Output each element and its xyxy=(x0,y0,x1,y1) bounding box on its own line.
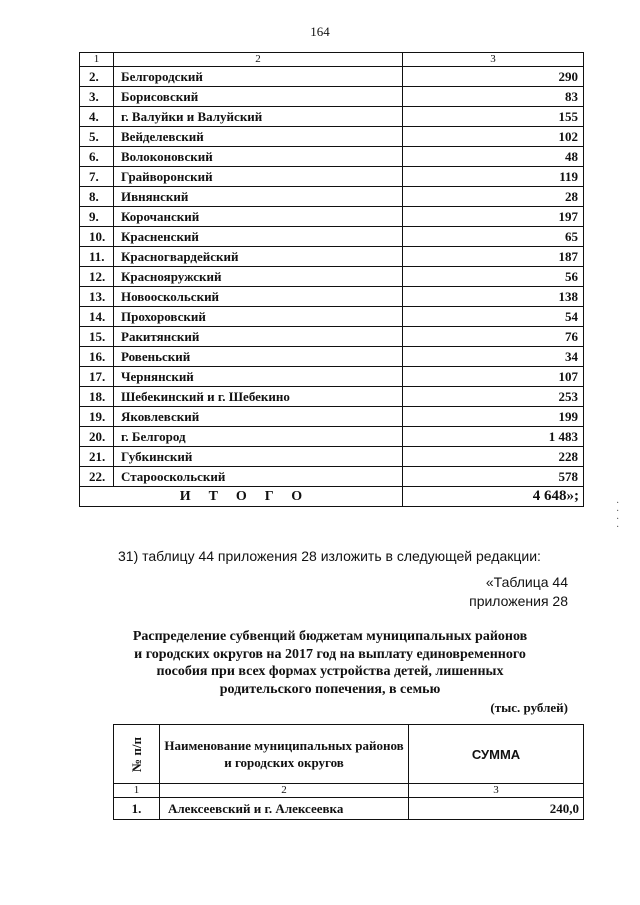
row-number: 20. xyxy=(80,427,114,447)
municipality-name: Губкинский xyxy=(114,447,403,467)
municipality-name: Красненский xyxy=(114,227,403,247)
row-number: 8. xyxy=(80,187,114,207)
row-number: 15. xyxy=(80,327,114,347)
header-sum: СУММА xyxy=(409,725,584,784)
amount-value: 290 xyxy=(403,67,584,87)
amount-value: 48 xyxy=(403,147,584,167)
total-value: 4 648»; xyxy=(403,487,584,507)
column-number: 2 xyxy=(160,784,409,798)
amount-value: 56 xyxy=(403,267,584,287)
row-number: 22. xyxy=(80,467,114,487)
table-row xyxy=(80,207,584,227)
municipality-name: Вейделевский xyxy=(114,127,403,147)
table-row xyxy=(80,87,584,107)
table-row xyxy=(114,798,584,820)
column-number-row xyxy=(80,53,584,67)
municipality-name: Алексеевский и г. Алексеевка xyxy=(160,798,409,820)
row-number: 12. xyxy=(80,267,114,287)
column-number: 1 xyxy=(80,53,114,67)
row-number: 14. xyxy=(80,307,114,327)
row-number: 10. xyxy=(80,227,114,247)
amount-value: 119 xyxy=(403,167,584,187)
municipality-name: Красногвардейский xyxy=(114,247,403,267)
municipality-name: Борисовский xyxy=(114,87,403,107)
total-row xyxy=(80,487,584,507)
table-row xyxy=(80,427,584,447)
municipality-name: Чернянский xyxy=(114,367,403,387)
amount-value: 138 xyxy=(403,287,584,307)
table-caption-number: «Таблица 44 xyxy=(485,574,568,590)
row-number: 17. xyxy=(80,367,114,387)
amount-value: 240,0 xyxy=(409,798,584,820)
table-row xyxy=(80,447,584,467)
amount-value: 107 xyxy=(403,367,584,387)
municipality-name: Краснояружский xyxy=(114,267,403,287)
table-caption-appendix: приложения 28 xyxy=(469,593,568,609)
allocation-table-new xyxy=(113,724,584,820)
column-number: 1 xyxy=(114,784,160,798)
municipality-name: Ракитянский xyxy=(114,327,403,347)
amount-value: 28 xyxy=(403,187,584,207)
scan-edge-marks: · · · · xyxy=(616,498,620,533)
amount-value: 197 xyxy=(403,207,584,227)
table-row xyxy=(80,327,584,347)
column-number: 3 xyxy=(403,53,584,67)
allocation-table-continued xyxy=(79,52,584,507)
row-number: 1. xyxy=(114,798,160,820)
table-heading xyxy=(100,628,560,698)
heading-line: и городских округов на 2017 год на выплату единовременного xyxy=(134,646,526,662)
amount-value: 102 xyxy=(403,127,584,147)
municipality-name: Волоконовский xyxy=(114,147,403,167)
amount-value: 83 xyxy=(403,87,584,107)
table-row xyxy=(80,187,584,207)
municipality-name: Яковлевский xyxy=(114,407,403,427)
units-label: (тыс. рублей) xyxy=(490,700,568,715)
table-row xyxy=(80,467,584,487)
amount-value: 228 xyxy=(403,447,584,467)
table-row xyxy=(80,367,584,387)
table-row xyxy=(80,127,584,147)
municipality-name: г. Валуйки и Валуйский xyxy=(114,107,403,127)
table-row xyxy=(80,147,584,167)
amount-value: 187 xyxy=(403,247,584,267)
municipality-name: Корочанский xyxy=(114,207,403,227)
column-number-row xyxy=(114,784,584,798)
heading-line: пособия при всех формах устройства детей, лишенных xyxy=(156,664,504,679)
table-row xyxy=(80,67,584,87)
amendment-paragraph: 31) таблицу 44 приложения 28 изложить в следующей редакции: xyxy=(118,548,541,564)
amount-value: 1 483 xyxy=(403,427,584,447)
table-row xyxy=(80,227,584,247)
municipality-name: Ровеньский xyxy=(114,347,403,367)
row-number: 2. xyxy=(80,67,114,87)
table-row xyxy=(80,167,584,187)
total-label: ИТОГО xyxy=(80,487,403,507)
amount-value: 253 xyxy=(403,387,584,407)
table-row xyxy=(80,107,584,127)
row-number: 7. xyxy=(80,167,114,187)
table-row xyxy=(80,287,584,307)
row-number: 18. xyxy=(80,387,114,407)
row-number: 16. xyxy=(80,347,114,367)
municipality-name: Белгородский xyxy=(114,67,403,87)
municipality-name: Шебекинский и г. Шебекино xyxy=(114,387,403,407)
municipality-name: г. Белгород xyxy=(114,427,403,447)
municipality-name: Ивнянский xyxy=(114,187,403,207)
amount-value: 578 xyxy=(403,467,584,487)
row-number: 13. xyxy=(80,287,114,307)
table-header-row xyxy=(114,725,584,784)
row-number: 5. xyxy=(80,127,114,147)
table-row xyxy=(80,387,584,407)
amount-value: 34 xyxy=(403,347,584,367)
table-row xyxy=(80,407,584,427)
table-row xyxy=(80,247,584,267)
heading-line: Распределение субвенций бюджетам муниципальных районов xyxy=(132,629,528,644)
page-number: 164 xyxy=(310,24,330,39)
municipality-name: Прохоровский xyxy=(114,307,403,327)
amount-value: 54 xyxy=(403,307,584,327)
amount-value: 155 xyxy=(403,107,584,127)
table-row xyxy=(80,347,584,367)
column-number: 2 xyxy=(114,53,403,67)
amount-value: 65 xyxy=(403,227,584,247)
municipality-name: Старооскольский xyxy=(114,467,403,487)
row-number: 6. xyxy=(80,147,114,167)
row-number: 11. xyxy=(80,247,114,267)
column-number: 3 xyxy=(409,784,584,798)
heading-line: родительского попечения, в семью xyxy=(219,681,441,697)
header-name: Наименование муниципальных районов и городских округов xyxy=(160,725,409,784)
header-number-cell xyxy=(114,725,160,784)
municipality-name: Грайворонский xyxy=(114,167,403,187)
amount-value: 76 xyxy=(403,327,584,347)
header-number: № п/п xyxy=(129,736,144,772)
row-number: 21. xyxy=(80,447,114,467)
row-number: 9. xyxy=(80,207,114,227)
municipality-name: Новооскольский xyxy=(114,287,403,307)
table-row xyxy=(80,307,584,327)
table-row xyxy=(80,267,584,287)
amount-value: 199 xyxy=(403,407,584,427)
row-number: 3. xyxy=(80,87,114,107)
row-number: 19. xyxy=(80,407,114,427)
row-number: 4. xyxy=(80,107,114,127)
